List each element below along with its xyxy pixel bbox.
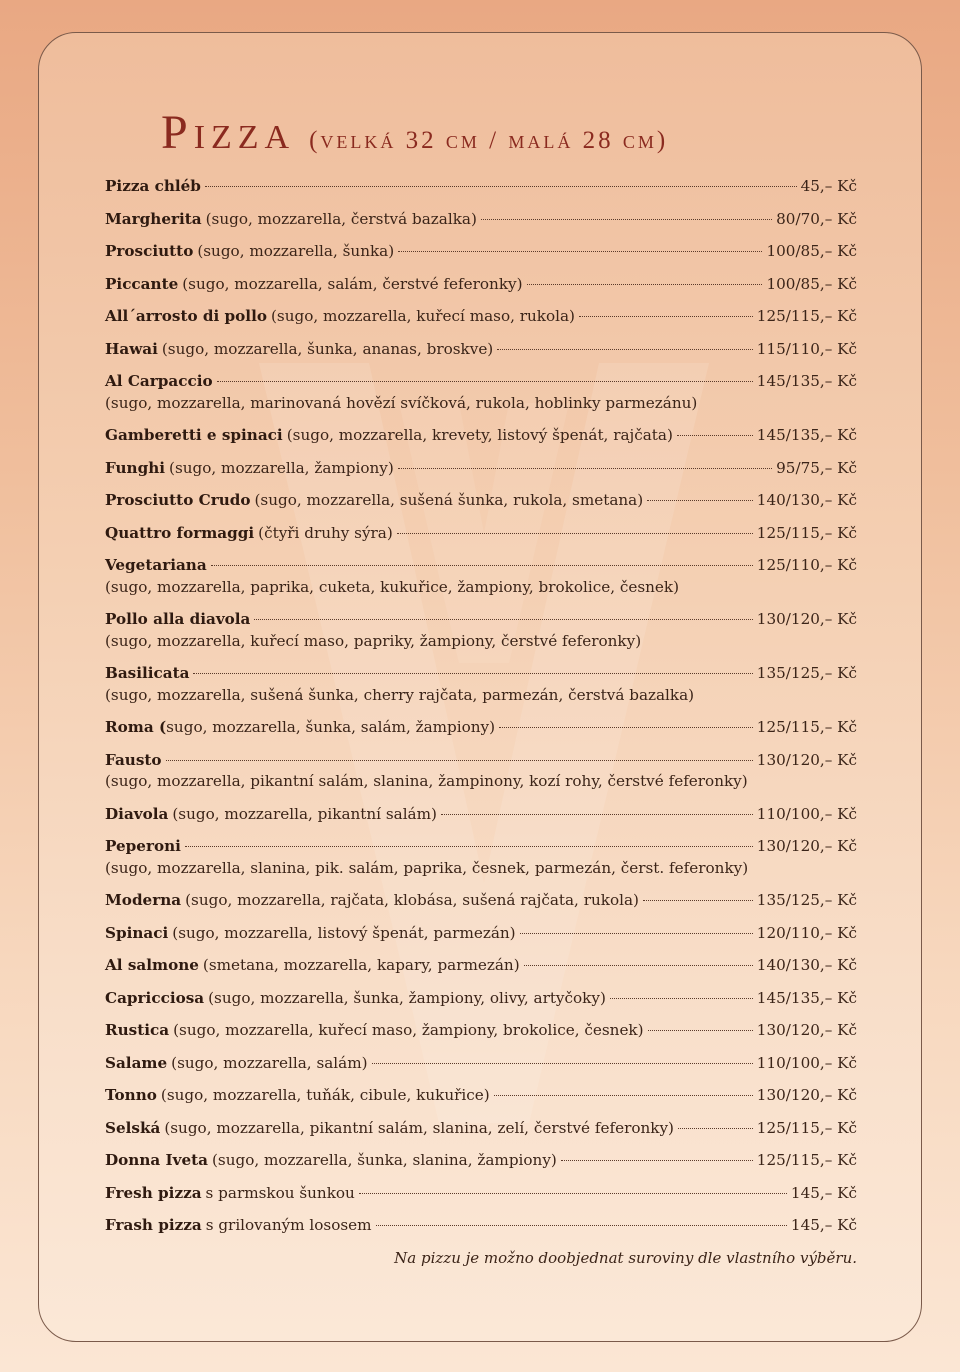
item-price: 125/115,– Kč [756,1151,857,1169]
title-subtitle: (velká 32 cm / malá 28 cm) [309,127,669,154]
item-price: 120/110,– Kč [756,923,857,942]
item-name: Quattro formaggi [105,523,255,542]
item-price: 125/115,– Kč [756,523,857,542]
menu-item-line [105,923,857,945]
item-price: 45,– Kč [800,177,857,195]
item-price: 145/135,– Kč [756,988,857,1007]
menu-item [105,274,857,296]
footnote: Na pizzu je možno doobjednat suroviny dle vlastního výběru. [394,1248,857,1267]
item-description: (sugo, mozzarella, tuňák, cibule, kukuřice) [160,1086,490,1104]
dot-leader [397,533,753,534]
item-price: 130/120,– Kč [756,1086,857,1104]
item-name: Peperoni [105,837,181,855]
dot-leader [643,900,753,901]
menu-item-line [105,663,857,685]
menu-item [105,923,857,945]
menu-item-line [105,490,857,512]
item-description: (sugo, mozzarella, kuřecí maso, rukola) [270,307,575,325]
item-name: Donna Iveta [105,1151,208,1169]
menu-item [105,209,857,231]
menu-item-line [105,458,857,480]
item-description: sugo, mozzarella, šunka, salám, žampiony) [166,718,496,736]
title-main: Pizza [161,106,296,159]
item-price: 145,– Kč [790,1216,857,1234]
item-description: (sugo, mozzarella, salám) [171,1053,368,1072]
item-price: 110/100,– Kč [756,804,857,823]
item-description: (sugo, mozzarella, pikantní salám) [172,804,437,823]
item-name: Gamberetti e spinaci [105,426,283,444]
item-description: s parmskou šunkou [205,1183,355,1202]
item-name: Al salmone [105,956,199,974]
item-name: Tonno [105,1086,157,1104]
item-description: (sugo, mozzarella, rajčata, klobása, sušená rajčata, rukola) [185,891,639,909]
dot-leader [561,1160,753,1161]
menu-item [105,339,857,361]
item-name: Prosciutto [105,242,194,260]
item-name: Pollo alla diavola [105,610,251,628]
item-description: (sugo, mozzarella, šunka) [197,242,395,260]
menu-list [105,176,857,1268]
menu-item [105,523,857,545]
item-name: Fausto [105,750,162,769]
item-name: Vegetariana [105,556,207,574]
menu-item [105,306,857,328]
dot-leader [524,965,753,966]
menu-item-line [105,750,857,772]
item-name: Frash pizza [105,1216,202,1234]
menu-item-line [105,371,857,393]
dot-leader [398,468,772,469]
menu-item [105,717,857,739]
item-name: Roma ( [105,718,167,736]
dot-leader [372,1063,753,1064]
dot-leader [376,1225,787,1226]
item-ingredients: (sugo, mozzarella, pikantní salám, slanina, žampinony, kozí rohy, čerstvé feferonky) [105,772,748,790]
menu-item-line [105,1118,857,1140]
item-name: Spinaci [105,923,169,942]
item-ingredients: (sugo, mozzarella, paprika, cuketa, kukuřice, žampiony, brokolice, česnek) [105,577,680,596]
item-price: 125/115,– Kč [756,1118,857,1137]
dot-leader [677,435,753,436]
item-description: (sugo, mozzarella, listový špenát, parmezán) [172,923,516,942]
item-name: Rustica [105,1021,170,1039]
menu-item-line [105,1183,857,1205]
item-description: s grilovaným lososem [205,1216,372,1234]
item-name: Prosciutto Crudo [105,491,251,509]
menu-item-line [105,425,857,447]
dot-leader [211,565,753,566]
item-price: 145/135,– Kč [756,426,857,444]
page-title [161,105,668,165]
menu-item-line [105,1020,857,1042]
item-price: 135/125,– Kč [756,664,857,682]
dot-leader [441,814,753,815]
item-description: (sugo, mozzarella, pikantní salám, slanina, zelí, čerstvé feferonky) [164,1118,674,1137]
menu-item-line [105,1150,857,1172]
menu-item [105,988,857,1010]
menu-item-line [105,176,857,198]
item-price: 115/110,– Kč [756,339,857,358]
dot-leader [579,316,753,317]
menu-item [105,1085,857,1107]
item-price: 135/125,– Kč [756,891,857,909]
menu-item [105,241,857,263]
dot-leader [499,727,753,728]
dot-leader [520,933,753,934]
dot-leader [359,1193,787,1194]
dot-leader [678,1128,753,1129]
menu-item-line [105,209,857,231]
dot-leader [185,846,753,847]
menu-item-line [105,717,857,739]
item-description: (sugo, mozzarella, kuřecí maso, žampiony, brokolice, česnek) [173,1021,644,1039]
item-ingredients: (sugo, mozzarella, slanina, pik. salám, paprika, česnek, parmezán, čerst. feferonky) [105,858,749,877]
menu-item [105,425,857,447]
item-price: 130/120,– Kč [756,610,857,628]
item-name: Capricciosa [105,988,205,1007]
item-ingredients: (sugo, mozzarella, sušená šunka, cherry rajčata, parmezán, čerstvá bazalka) [105,685,695,704]
dot-leader [193,673,752,674]
menu-item [105,955,857,977]
menu-item-line [105,804,857,826]
item-name: Piccante [105,274,179,293]
menu-item-line [105,555,857,577]
dot-leader [166,760,753,761]
menu-item [105,890,857,912]
item-description: (sugo, mozzarella, sušená šunka, rukola, smetana) [254,491,644,509]
item-ingredients: (sugo, mozzarella, kuřecí maso, papriky, žampiony, čerstvé feferonky) [105,631,642,650]
item-price: 145,– Kč [790,1183,857,1202]
menu-item [105,1118,857,1140]
menu-item-line [105,339,857,361]
item-price: 125/110,– Kč [756,556,857,574]
dot-leader [205,186,797,187]
menu-card [38,32,922,1342]
dot-leader [647,500,753,501]
item-description: (sugo, mozzarella, šunka, slanina, žampiony) [211,1151,557,1169]
dot-leader [398,251,762,252]
dot-leader [610,998,753,999]
item-description: (smetana, mozzarella, kapary, parmezán) [202,956,520,974]
item-description: (sugo, mozzarella, salám, čerstvé feferonky) [182,274,523,293]
item-name: Moderna [105,891,182,909]
item-price: 125/115,– Kč [756,307,857,325]
menu-item-line [105,1053,857,1075]
item-price: 125/115,– Kč [756,718,857,736]
item-price: 80/70,– Kč [776,209,857,228]
menu-item [105,804,857,826]
item-ingredients: (sugo, mozzarella, marinovaná hovězí svíčková, rukola, hoblinky parmezánu) [105,393,698,412]
item-price: 110/100,– Kč [756,1053,857,1072]
item-name: Hawai [105,339,158,358]
menu-item [105,836,857,879]
item-name: Basilicata [105,664,190,682]
item-price: 140/130,– Kč [756,956,857,974]
menu-item [105,1053,857,1075]
item-price: 145/135,– Kč [756,372,857,390]
menu-item-line [105,241,857,263]
menu-item-line [105,306,857,328]
menu-item [105,1020,857,1042]
item-description: (čtyři druhy sýra) [258,523,393,542]
item-name: Al Carpaccio [105,372,213,390]
item-price: 130/120,– Kč [756,837,857,855]
item-price: 130/120,– Kč [756,1021,857,1039]
item-name: Selská [105,1118,161,1137]
dot-leader [497,349,753,350]
dot-leader [494,1095,753,1096]
item-name: Funghi [105,458,166,477]
menu-item-line [105,1215,857,1237]
menu-item [105,371,857,414]
menu-item [105,176,857,198]
item-price: 100/85,– Kč [766,274,857,293]
menu-item-line [105,1085,857,1107]
item-price: 95/75,– Kč [776,458,857,477]
item-name: All´arrosto di pollo [105,307,267,325]
dot-leader [481,219,772,220]
dot-leader [217,381,753,382]
item-name: Pizza chléb [105,177,201,195]
dot-leader [254,619,752,620]
dot-leader [527,284,763,285]
item-name: Margherita [105,209,202,228]
menu-item-line [105,955,857,977]
item-description: (sugo, mozzarella, žampiony) [169,458,394,477]
menu-item [105,609,857,652]
menu-item [105,1150,857,1172]
item-name: Fresh pizza [105,1183,202,1202]
menu-item [105,1215,857,1237]
item-name: Salame [105,1053,168,1072]
menu-item [105,1183,857,1205]
item-description: (sugo, mozzarella, čerstvá bazalka) [205,209,477,228]
menu-item [105,750,857,793]
menu-item-line [105,523,857,545]
item-price: 100/85,– Kč [766,242,857,260]
item-price: 140/130,– Kč [756,491,857,509]
menu-item-line [105,890,857,912]
item-name: Diavola [105,804,169,823]
item-description: (sugo, mozzarella, krevety, listový špenát, rajčata) [286,426,673,444]
item-price: 130/120,– Kč [756,750,857,769]
menu-item [105,490,857,512]
menu-item [105,663,857,706]
menu-item-line [105,836,857,858]
menu-item-line [105,609,857,631]
menu-item [105,458,857,480]
dot-leader [648,1030,753,1031]
item-description: (sugo, mozzarella, šunka, ananas, broskve) [161,339,494,358]
menu-item-line [105,274,857,296]
item-description: (sugo, mozzarella, šunka, žampiony, olivy, artyčoky) [208,988,606,1007]
menu-item [105,555,857,598]
menu-item-line [105,988,857,1010]
